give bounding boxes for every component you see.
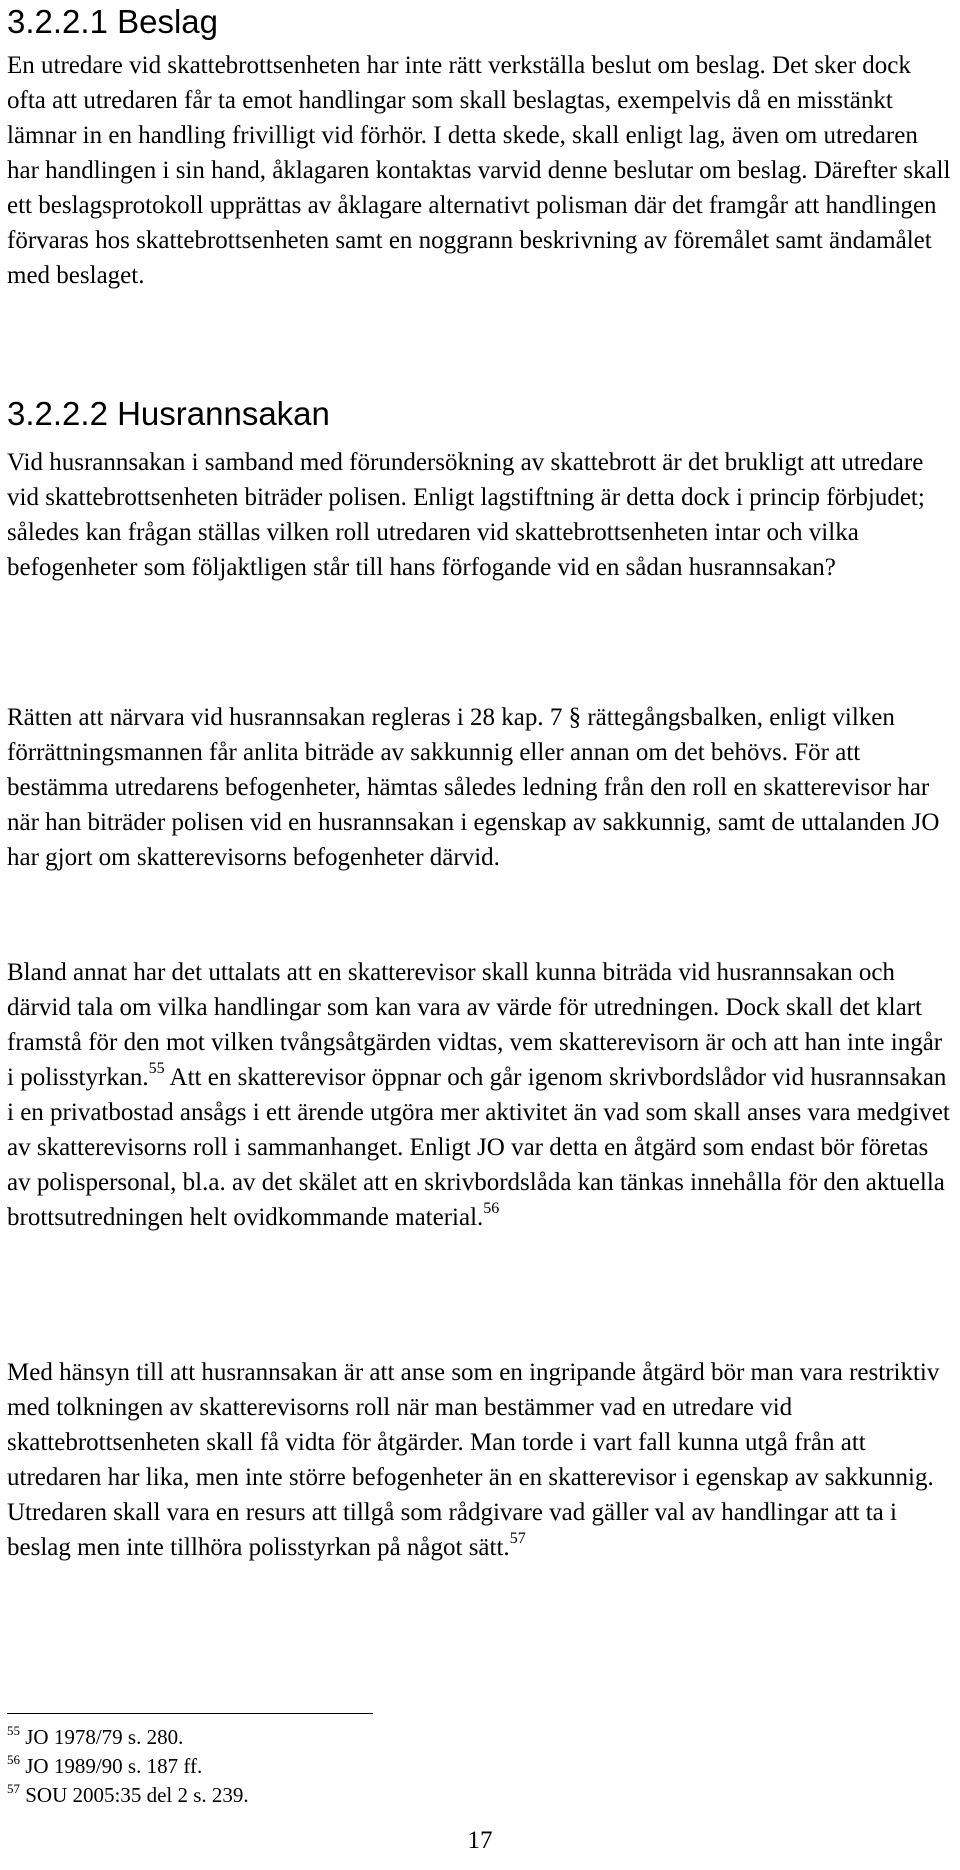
- paragraph-text: Bland annat har det uttalats att en skatterevisor skall kunna biträda vid husrannsakan och därvid tala om vilka handlingar som kan vara av värde för utredningen. Dock skall det klart framstå för den mot vilken tvångsåtgärden vidtas, vem skatterevisorn är och att han inte ingår i polisstyrkan.: [7, 959, 943, 1091]
- footnote: [7, 1752, 249, 1781]
- footnotes: [7, 1723, 249, 1810]
- footnote-reference[interactable]: 55: [148, 1060, 165, 1077]
- footnote: [7, 1781, 249, 1810]
- footnote-text: SOU 2005:35 del 2 s. 239.: [20, 1783, 249, 1807]
- footnote-reference[interactable]: 56: [483, 1200, 500, 1217]
- footnote-number: 56: [7, 1752, 20, 1767]
- footnote-separator: [7, 1713, 373, 1714]
- paragraph-text: Att en skatterevisor öppnar och går igenom skrivbordslådor vid husrannsakan i en privatbostad ansågs i ett ärende utgöra mer aktivitet än vad som skall anses vara medgivet av skatterevisorns roll i sammanhanget. Enligt JO var detta en åtgärd som endast bör företas av polispersonal, bl.a. av det skälet att en skrivbordslåda kan tänkas innehålla för den aktuella brottsutredningen helt ovidkommande material.: [7, 1064, 950, 1231]
- footnote-reference[interactable]: 57: [509, 1530, 526, 1547]
- page-number: 17: [467, 1827, 493, 1854]
- paragraph-beslag: En utredare vid skattebrottsenheten har inte rätt verkställa beslut om beslag. Det sker dock ofta att utredaren får ta emot handlingar som skall beslagtas, exempelvis då en misstänkt lämnar in en handling frivilligt vid förhör. I detta skede, skall enligt lag, även om utredaren har handlingen i sin hand, åklagaren kontaktas varvid denne beslutar om beslag. Därefter skall ett beslagsprotokoll upprättas av åklagare alternativt polisman där det framgår att handlingen förvaras hos skattebrottsenheten samt en noggrann beskrivning av föremålet samt ändamålet med beslaget.: [7, 52, 951, 289]
- paragraph-husrannsakan-2: Rätten att närvara vid husrannsakan regleras i 28 kap. 7 § rättegångsbalken, enligt vilken förrättningsmannen får anlita biträde av sakkunnig eller annan om det behövs. För att bestämma utredarens befogenheter, hämtas således ledning från den roll en skatterevisor har när han biträder polisen vid en husrannsakan i egenskap av sakkunnig, samt de uttalanden JO har gjort om skatterevisorns befogenheter därvid.: [7, 704, 940, 871]
- paragraph-husrannsakan-1: Vid husrannsakan i samband med förundersökning av skattebrott är det brukligt att utredare vid skattebrottsenheten biträder polisen. Enligt lagstiftning är detta dock i princip förbjudet; således kan frågan ställas vilken roll utredaren vid skattebrottsenheten intar och vilka befogenheter som följaktligen står till hans förfogande vid en sådan husrannsakan?: [7, 449, 925, 581]
- footnote-number: 57: [7, 1781, 20, 1796]
- paragraph-husrannsakan-4: [7, 1355, 953, 1565]
- footnote-text: JO 1978/79 s. 280.: [20, 1725, 184, 1749]
- section-heading-beslag: 3.2.2.1 Beslag: [7, 3, 218, 40]
- footnote-number: 55: [7, 1723, 20, 1738]
- paragraph-text: Med hänsyn till att husrannsakan är att anse som en ingripande åtgärd bör man vara restriktiv med tolkningen av skatterevisorns roll när man bestämmer vad en utredare vid skattebrottsenheten skall få vidta för åtgärder. Man torde i vart fall kunna utgå från att utredaren har lika, men inte större befogenheter än en skatterevisor i egenskap av sakkunnig. Utredaren skall vara en resurs att tillgå som rådgivare vad gäller val av handlingar att ta i beslag men inte tillhöra polisstyrkan på något sätt.: [7, 1359, 940, 1561]
- footnote: [7, 1723, 249, 1752]
- footnote-text: JO 1989/90 s. 187 ff.: [20, 1754, 203, 1778]
- paragraph-husrannsakan-3: [7, 955, 953, 1235]
- section-heading-husrannsakan: 3.2.2.2 Husrannsakan: [7, 395, 330, 432]
